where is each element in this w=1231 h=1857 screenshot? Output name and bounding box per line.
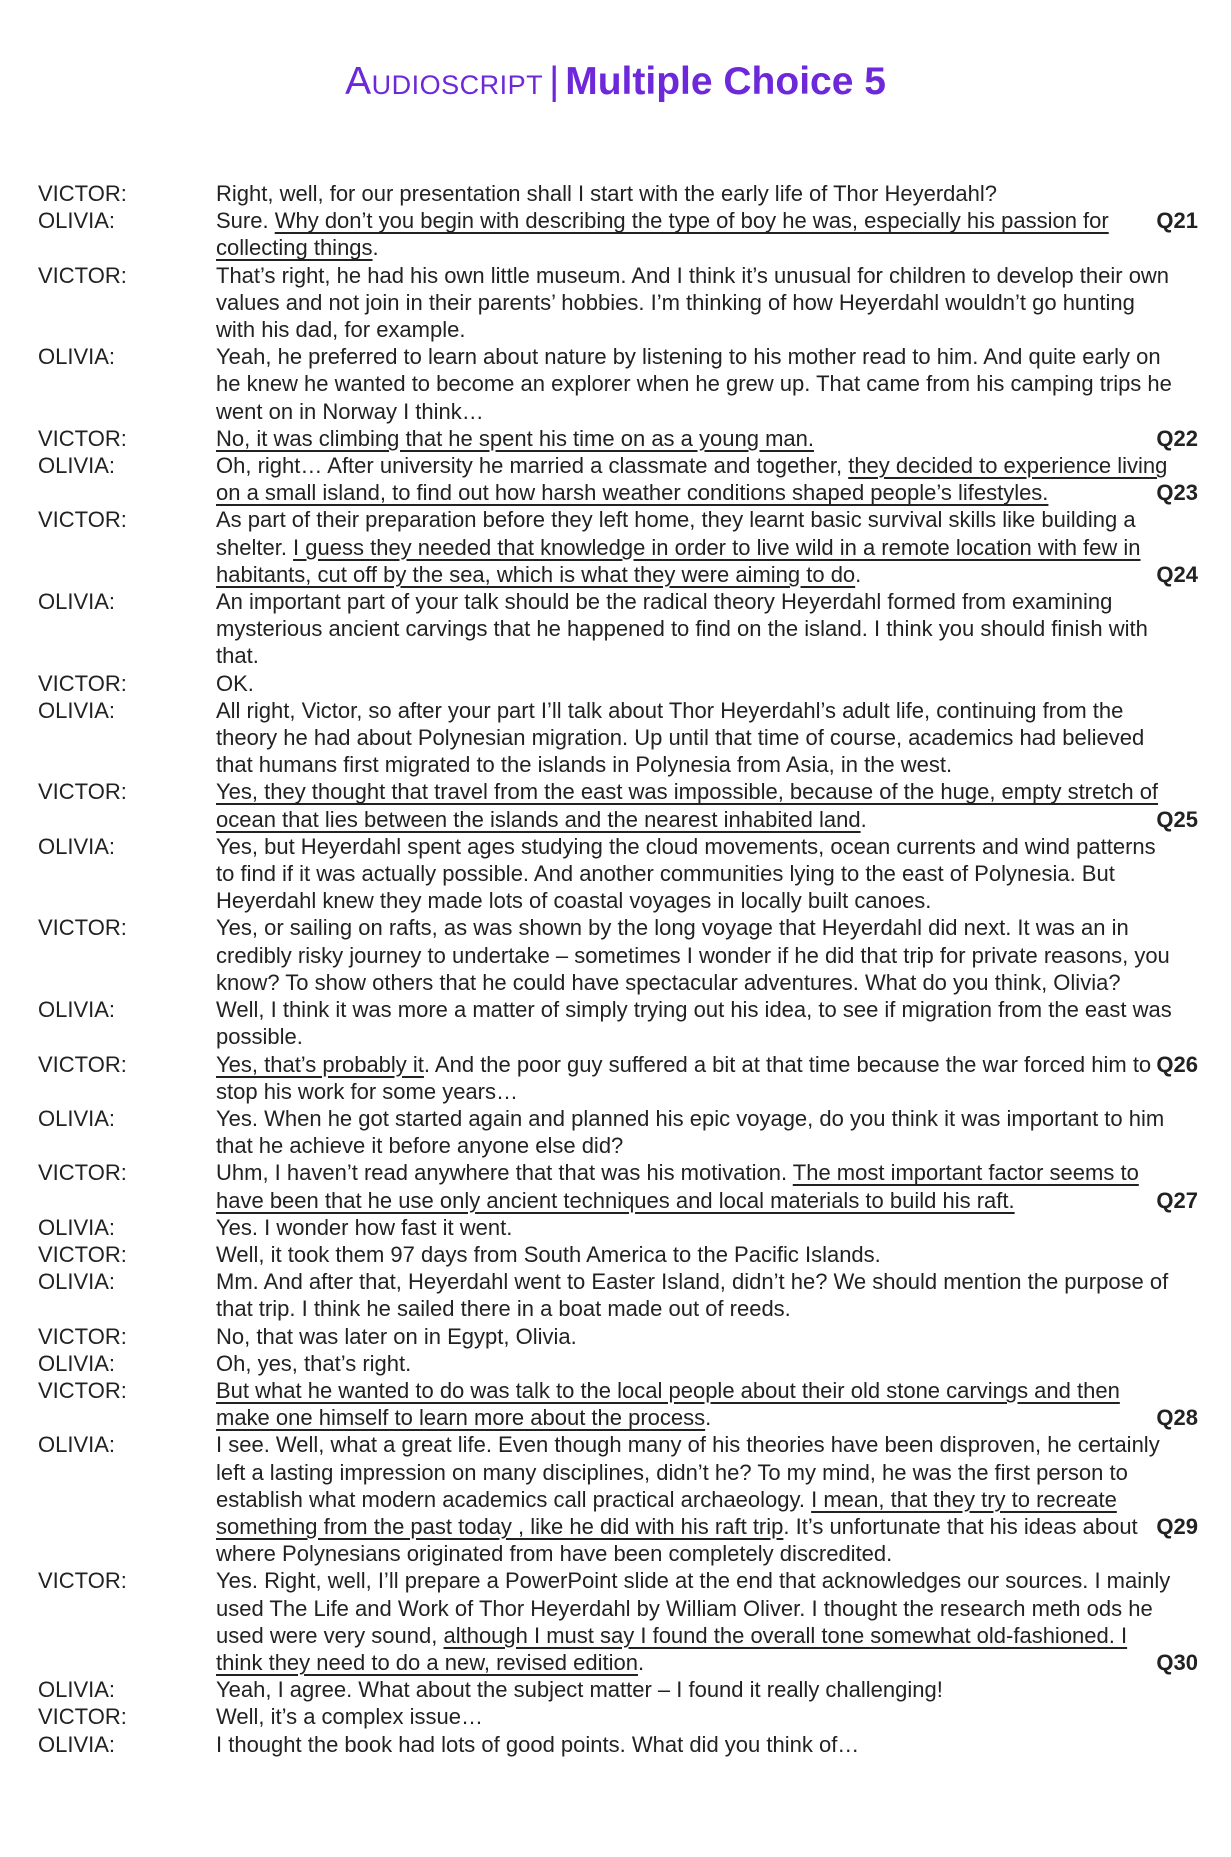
speaker-label: OLIVIA: bbox=[38, 697, 116, 723]
dialogue-turn bbox=[38, 778, 1198, 832]
text-segment: No, that was later on in Egypt, Olivia. bbox=[216, 1323, 577, 1349]
text-segment: . bbox=[372, 235, 379, 261]
speaker-label: VICTOR: bbox=[38, 1051, 127, 1077]
text-segment: Well, it’s a complex issue… bbox=[216, 1704, 483, 1730]
dialogue-turn bbox=[38, 452, 1198, 506]
question-marker: Q27 bbox=[1156, 1187, 1198, 1213]
dialogue-turn bbox=[38, 588, 1198, 670]
text-segment: . bbox=[855, 561, 862, 587]
speaker-label: OLIVIA: bbox=[38, 1105, 116, 1131]
dialogue-text bbox=[216, 343, 1176, 425]
speaker-label: VICTOR: bbox=[38, 1241, 127, 1267]
text-segment: I thought the book had lots of good points. What did you think of… bbox=[216, 1731, 860, 1757]
dialogue-turn bbox=[38, 670, 1198, 697]
question-marker: Q21 bbox=[1156, 208, 1198, 234]
speaker-label: OLIVIA: bbox=[38, 344, 116, 370]
dialogue-turn bbox=[38, 1214, 1198, 1241]
speaker-label: OLIVIA: bbox=[38, 1214, 116, 1240]
speaker-label: VICTOR: bbox=[38, 1568, 127, 1594]
dialogue-text bbox=[216, 452, 1176, 506]
dialogue-text bbox=[216, 1350, 1176, 1377]
text-segment: Uhm, I haven’t read anywhere that that was his motivation. bbox=[216, 1160, 793, 1186]
answer-underline: although I must say I found the overall tone somewhat old-fashioned. I think they need to do a new, revised edition bbox=[216, 1622, 1128, 1675]
speaker-label: OLIVIA: bbox=[38, 997, 116, 1023]
question-marker: Q25 bbox=[1156, 806, 1198, 832]
text-segment: Mm. And after that, Heyerdahl went to Easter Island, didn’t he? We should mention the purpose of that trip. I think he sailed there in a boat made out of reeds. bbox=[216, 1269, 1169, 1322]
text-segment: Yes. Right, well, I’ll prepare a PowerPoint slide at the end that acknowledges our sources. I mainly used The Life and Work of Thor Heyerdahl by William Oliver. I thought the research meth ods he used were very sound, bbox=[216, 1568, 1171, 1648]
dialogue-text bbox=[216, 778, 1176, 832]
dialogue-text bbox=[216, 262, 1176, 344]
speaker-label: OLIVIA: bbox=[38, 1677, 116, 1703]
text-segment: As part of their preparation before they left home, they learnt basic survival skills like building a shelter. bbox=[216, 507, 1136, 560]
speaker-label: VICTOR: bbox=[38, 262, 127, 288]
speaker-label: VICTOR: bbox=[38, 507, 127, 533]
dialogue-text bbox=[216, 670, 1176, 697]
dialogue-text bbox=[216, 1159, 1176, 1213]
dialogue-turn bbox=[38, 1105, 1198, 1159]
dialogue-turn bbox=[38, 914, 1198, 996]
dialogue-turn bbox=[38, 1241, 1198, 1268]
speaker-label: OLIVIA: bbox=[38, 1731, 116, 1757]
answer-underline: But what he wanted to do was talk to the local people about their old stone carvings and then make one himself to learn more about the process bbox=[216, 1377, 1120, 1431]
dialogue-turn bbox=[38, 1350, 1198, 1377]
dialogue-turn bbox=[38, 1703, 1198, 1730]
speaker-label: OLIVIA: bbox=[38, 589, 116, 615]
text-segment: . bbox=[860, 806, 867, 832]
page-title bbox=[0, 58, 1231, 106]
speaker-label: OLIVIA: bbox=[38, 1269, 116, 1295]
dialogue-turn bbox=[38, 1377, 1198, 1431]
dialogue-text bbox=[216, 425, 1176, 452]
dialogue-text bbox=[216, 1676, 1176, 1703]
speaker-label: VICTOR: bbox=[38, 1323, 127, 1349]
dialogue-turn bbox=[38, 1051, 1198, 1105]
speaker-label: VICTOR: bbox=[38, 915, 127, 941]
dialogue-turn bbox=[38, 207, 1198, 261]
text-segment: . And the poor guy suffered a bit at that time because the war forced him to stop his work for some years… bbox=[216, 1051, 1152, 1104]
answer-underline: they decided to experience living on a small island, to find out how harsh weather conditions shaped people’s lifestyles. bbox=[216, 453, 1168, 506]
dialogue-turn bbox=[38, 1431, 1198, 1567]
title-separator: | bbox=[549, 60, 560, 103]
dialogue-turn bbox=[38, 1268, 1198, 1322]
question-marker: Q24 bbox=[1156, 561, 1198, 587]
dialogue-turn bbox=[38, 180, 1198, 207]
answer-underline: I guess they needed that knowledge in order to live wild in a remote location with few in habitants, cut off by the sea, which is what they were aiming to do bbox=[216, 534, 1141, 587]
text-segment: An important part of your talk should be the radical theory Heyerdahl formed from examining mysterious ancient carvings that he happened to find on the island. I think you should finish with that. bbox=[216, 589, 1148, 669]
answer-underline: Yes, they thought that travel from the east was impossible, because of the huge, empty stretch of ocean that lies between the islands and the nearest inhabited land bbox=[216, 779, 1159, 832]
dialogue-turn bbox=[38, 506, 1198, 588]
speaker-label: OLIVIA: bbox=[38, 453, 116, 479]
dialogue-text bbox=[216, 1703, 1176, 1730]
dialogue-turn bbox=[38, 1731, 1198, 1758]
text-segment: . bbox=[637, 1649, 645, 1675]
dialogue-text bbox=[216, 588, 1176, 670]
dialogue-turn bbox=[38, 996, 1198, 1050]
speaker-label: OLIVIA: bbox=[38, 833, 116, 859]
question-marker: Q28 bbox=[1156, 1405, 1198, 1431]
text-segment: That’s right, he had his own little museum. And I think it’s unusual for children to develop their own values and not join in their parents’ hobbies. I’m thinking of how Heyerdahl wouldn’t go hunting with his dad, for example. bbox=[216, 262, 1170, 343]
dialogue-text bbox=[216, 697, 1176, 779]
dialogue-text bbox=[216, 180, 1176, 207]
text-segment: I see. Well, what a great life. Even though many of his theories have been disproven, he certainly left a lasting impression on many disciplines, didn’t he? To my mind, he was the first person to establish what modern academics call practical archaeology. bbox=[216, 1432, 1160, 1512]
text-segment: Right, well, for our presentation shall I start with the early life of Thor Heyerdahl? bbox=[216, 181, 997, 206]
dialogue-text bbox=[216, 1105, 1176, 1159]
answer-underline: No, it was climbing that he spent his time on as a young man. bbox=[216, 425, 814, 451]
dialogue-text bbox=[216, 1431, 1176, 1567]
text-segment: Yes. I wonder how fast it went. bbox=[216, 1214, 513, 1240]
answer-underline: Yes, that’s probably it bbox=[216, 1051, 424, 1077]
text-segment: Sure. bbox=[216, 208, 275, 234]
dialogue-text bbox=[216, 914, 1176, 996]
dialogue-turn bbox=[38, 343, 1198, 425]
text-segment: Yes, but Heyerdahl spent ages studying the cloud movements, ocean currents and wind patterns to find if it was actually possible. And another communities lying to the east of Polynesia. But Heyerdahl knew they made lots of coastal voyages in locally built canoes. bbox=[216, 833, 1156, 914]
speaker-label: OLIVIA: bbox=[38, 1350, 116, 1376]
dialogue-turn bbox=[38, 262, 1198, 344]
answer-underline: I mean, that they try to recreate something from the past today , like he did with his raft trip bbox=[216, 1486, 1117, 1539]
speaker-label: VICTOR: bbox=[38, 779, 127, 805]
question-marker: Q26 bbox=[1156, 1051, 1198, 1077]
dialogue-text bbox=[216, 1051, 1176, 1105]
dialogue-text bbox=[216, 996, 1176, 1050]
text-segment: Yes. When he got started again and planned his epic voyage, do you think it was important to him that he achieve it before anyone else did? bbox=[216, 1105, 1165, 1159]
speaker-label: VICTOR: bbox=[38, 425, 127, 451]
dialogue-text bbox=[216, 1214, 1176, 1241]
dialogue-turn bbox=[38, 1323, 1198, 1350]
dialogue-turn bbox=[38, 697, 1198, 779]
dialogue-text bbox=[216, 1268, 1176, 1322]
title-audioscript: Audioscript bbox=[345, 60, 544, 103]
question-marker: Q29 bbox=[1156, 1513, 1198, 1539]
text-segment: Yeah, I agree. What about the subject matter – I found it really challenging! bbox=[216, 1677, 943, 1703]
dialogue-text bbox=[216, 207, 1176, 261]
text-segment: Yeah, he preferred to learn about nature by listening to his mother read to him. And quite early on he knew he wanted to become an explorer when he grew up. That came from his camping trips he went on in Norway I think… bbox=[216, 344, 1172, 424]
speaker-label: VICTOR: bbox=[38, 1377, 127, 1403]
dialogue-text bbox=[216, 506, 1176, 588]
audioscript-body bbox=[38, 180, 1198, 1758]
speaker-label: VICTOR: bbox=[38, 181, 127, 206]
text-segment: . It’s unfortunate that his ideas about where Polynesians originated from have been completely discredited. bbox=[216, 1513, 1138, 1567]
text-segment: Yes, or sailing on rafts, as was shown by the long voyage that Heyerdahl did next. It was an in credibly risky journey to undertake – sometimes I wonder if he did that trip for private reasons, you know? To show others that he could have spectacular adventures. What do you think, Olivia? bbox=[216, 915, 1170, 995]
speaker-label: VICTOR: bbox=[38, 670, 127, 696]
speaker-label: OLIVIA: bbox=[38, 1432, 116, 1458]
dialogue-text bbox=[216, 1567, 1176, 1676]
answer-underline: Why don’t you begin with describing the type of boy he was, especially his passion for collecting things bbox=[216, 208, 1109, 261]
speaker-label: OLIVIA: bbox=[38, 208, 116, 234]
speaker-label: VICTOR: bbox=[38, 1704, 127, 1730]
text-segment: OK. bbox=[216, 670, 254, 696]
answer-underline: The most important factor seems to have been that he use only ancient techniques and local materials to build his raft. bbox=[216, 1160, 1139, 1213]
dialogue-text bbox=[216, 833, 1176, 915]
text-segment: All right, Victor, so after your part I’ll talk about Thor Heyerdahl’s adult life, continuing from the theory he had about Polynesian migration. Up until that time of course, academics had believed that humans first migrated to the islands in Polynesia from Asia, in the west. bbox=[216, 697, 1145, 778]
dialogue-turn bbox=[38, 1676, 1198, 1703]
dialogue-turn bbox=[38, 833, 1198, 915]
question-marker: Q23 bbox=[1156, 480, 1198, 506]
dialogue-turn bbox=[38, 1567, 1198, 1676]
title-section: Multiple Choice 5 bbox=[565, 60, 886, 103]
text-segment: Oh, yes, that’s right. bbox=[216, 1350, 412, 1376]
dialogue-turn bbox=[38, 1159, 1198, 1213]
dialogue-text bbox=[216, 1731, 1176, 1758]
dialogue-text bbox=[216, 1241, 1176, 1268]
dialogue-turn bbox=[38, 425, 1198, 452]
question-marker: Q22 bbox=[1156, 425, 1198, 451]
dialogue-text bbox=[216, 1377, 1176, 1431]
text-segment: Well, it took them 97 days from South America to the Pacific Islands. bbox=[216, 1241, 881, 1267]
text-segment: Well, I think it was more a matter of simply trying out his idea, to see if migration from the east was possible. bbox=[216, 997, 1172, 1050]
speaker-label: VICTOR: bbox=[38, 1160, 127, 1186]
text-segment: Oh, right… After university he married a classmate and together, bbox=[216, 453, 849, 479]
question-marker: Q30 bbox=[1156, 1649, 1198, 1675]
dialogue-text bbox=[216, 1323, 1176, 1350]
text-segment: . bbox=[705, 1405, 712, 1431]
